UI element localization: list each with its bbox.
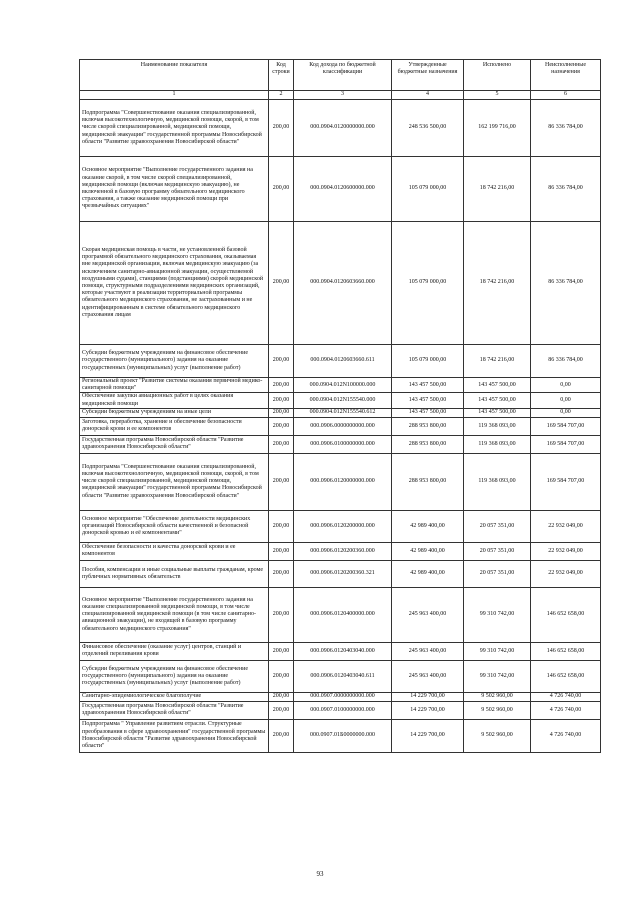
page-number: 93 xyxy=(316,870,324,878)
row-executed: 143 457 500,00 xyxy=(464,378,531,393)
row-unexecuted: 169 584 707,00 xyxy=(531,435,601,453)
row-line-code: 200,00 xyxy=(269,542,294,560)
row-line-code: 200,00 xyxy=(269,587,294,642)
table-header-row xyxy=(80,60,601,91)
row-line-code: 200,00 xyxy=(269,560,294,587)
row-income-code: 000.0906.0000000000.000 xyxy=(294,417,392,435)
header-income-code: Код дохода по бюджетной классификации xyxy=(294,60,392,91)
row-unexecuted: 0,00 xyxy=(531,393,601,408)
row-line-code: 200,00 xyxy=(269,222,294,345)
row-approved: 105 079 000,00 xyxy=(392,345,464,378)
header-executed: Исполнено xyxy=(464,60,531,91)
table-row xyxy=(80,642,601,660)
row-line-code: 200,00 xyxy=(269,408,294,417)
budget-execution-table xyxy=(79,59,601,753)
row-approved: 42 989 400,00 xyxy=(392,542,464,560)
row-line-code: 200,00 xyxy=(269,417,294,435)
row-name: Основное мероприятие "Обеспечение деятельности медицинских организаций Новосибирской области качественной и безопасной донорской кровью и её компонентами" xyxy=(80,510,269,542)
row-income-code: 000.0906.0120000000.000 xyxy=(294,453,392,510)
row-approved: 245 963 400,00 xyxy=(392,660,464,692)
row-income-code: 000.0904.012N155540.612 xyxy=(294,408,392,417)
row-income-code: 000.0906.0120403040.611 xyxy=(294,660,392,692)
table-row xyxy=(80,542,601,560)
row-unexecuted: 4 726 740,00 xyxy=(531,719,601,752)
row-executed: 162 199 716,00 xyxy=(464,100,531,157)
row-line-code: 200,00 xyxy=(269,719,294,752)
row-approved: 14 229 700,00 xyxy=(392,701,464,719)
table-row xyxy=(80,408,601,417)
row-income-code: 000.0907.01Б0000000.000 xyxy=(294,719,392,752)
row-income-code: 000.0906.0120200360.321 xyxy=(294,560,392,587)
row-unexecuted: 146 652 658,00 xyxy=(531,587,601,642)
row-executed: 99 310 742,00 xyxy=(464,660,531,692)
row-name: Финансовое обеспечение (оказание услуг) центров, станций и отделений переливания крови xyxy=(80,642,269,660)
row-unexecuted: 4 726 740,00 xyxy=(531,701,601,719)
row-approved: 245 963 400,00 xyxy=(392,642,464,660)
column-number: 2 xyxy=(269,91,294,100)
row-line-code: 200,00 xyxy=(269,157,294,222)
table-row xyxy=(80,719,601,752)
row-approved: 288 953 800,00 xyxy=(392,435,464,453)
row-income-code: 000.0904.0120603660.000 xyxy=(294,222,392,345)
row-executed: 9 502 960,00 xyxy=(464,719,531,752)
row-executed: 18 742 216,00 xyxy=(464,222,531,345)
row-line-code: 200,00 xyxy=(269,453,294,510)
row-executed: 143 457 500,00 xyxy=(464,393,531,408)
column-number: 6 xyxy=(531,91,601,100)
row-executed: 143 457 500,00 xyxy=(464,408,531,417)
header-line-code: Код строки xyxy=(269,60,294,91)
row-executed: 18 742 216,00 xyxy=(464,345,531,378)
row-executed: 18 742 216,00 xyxy=(464,157,531,222)
row-income-code: 000.0907.0100000000.000 xyxy=(294,701,392,719)
row-name: Подпрограмма " Управление развитием отрасли. Структурные преобразования в сфере здравоохранения" государственной программы Новосибирской области "Развитие здравоохранения Новосибирской области" xyxy=(80,719,269,752)
table-row xyxy=(80,378,601,393)
row-income-code: 000.0906.0120200000.000 xyxy=(294,510,392,542)
row-approved: 248 536 500,00 xyxy=(392,100,464,157)
column-number: 4 xyxy=(392,91,464,100)
row-unexecuted: 22 932 049,00 xyxy=(531,560,601,587)
row-unexecuted: 169 584 707,00 xyxy=(531,417,601,435)
row-line-code: 200,00 xyxy=(269,345,294,378)
row-line-code: 200,00 xyxy=(269,692,294,701)
row-income-code: 000.0904.0120600000.000 xyxy=(294,157,392,222)
table-row xyxy=(80,100,601,157)
row-executed: 20 057 351,00 xyxy=(464,560,531,587)
column-number-row xyxy=(80,91,601,100)
row-income-code: 000.0906.0120403040.000 xyxy=(294,642,392,660)
row-approved: 288 953 800,00 xyxy=(392,453,464,510)
row-executed: 99 310 742,00 xyxy=(464,642,531,660)
table-row xyxy=(80,345,601,378)
row-unexecuted: 86 336 784,00 xyxy=(531,345,601,378)
row-income-code: 000.0904.0120603660.611 xyxy=(294,345,392,378)
row-approved: 245 963 400,00 xyxy=(392,587,464,642)
row-name: Государственная программа Новосибирской области "Развитие здравоохранения Новосибирской области" xyxy=(80,435,269,453)
row-line-code: 200,00 xyxy=(269,701,294,719)
row-executed: 119 368 093,00 xyxy=(464,417,531,435)
row-name: Субсидии бюджетным учреждениям на иные цели xyxy=(80,408,269,417)
row-unexecuted: 0,00 xyxy=(531,378,601,393)
row-unexecuted: 86 336 784,00 xyxy=(531,222,601,345)
header-indicator-name: Наименование показателя xyxy=(80,60,269,91)
row-name: Обеспечение безопасности и качества донорской крови и ее компонентов xyxy=(80,542,269,560)
table-row xyxy=(80,692,601,701)
row-unexecuted: 169 584 707,00 xyxy=(531,453,601,510)
row-income-code: 000.0904.012N155540.000 xyxy=(294,393,392,408)
row-name: Обеспечение закупки авиационных работ в целях оказания медицинской помощи xyxy=(80,393,269,408)
row-approved: 42 989 400,00 xyxy=(392,510,464,542)
table-row xyxy=(80,560,601,587)
table-row xyxy=(80,453,601,510)
row-approved: 288 953 800,00 xyxy=(392,417,464,435)
column-number: 5 xyxy=(464,91,531,100)
row-name: Основное мероприятие "Выполнение государственного задания на оказание специализированной медицинской помощи, в том числе специализированной медицинской помощи (в том числе санитарно-авиационной эвакуации), не входящей в базовую программу обязательного медицинского страхования" xyxy=(80,587,269,642)
row-executed: 20 057 351,00 xyxy=(464,510,531,542)
row-name: Скорая медицинская помощь в части, не установленной базовой программой обязательного медицинского страхования, оказываемая вне медицинской организации, включая медицинскую эвакуацию (за исключением санитарно-авиационной эвакуации, осуществляемой воздушными судами), станциями (подстанциями) скорой медицинской помощи, структурными подразделениями медицинских организаций, которые участвуют в реализации территориальной программы обязательного медицинского страхования, не застрахованным и не идентифицированным в системе обязательного медицинского страхования лицам xyxy=(80,222,269,345)
table-row xyxy=(80,701,601,719)
row-unexecuted: 22 932 049,00 xyxy=(531,542,601,560)
row-name: Региональный проект "Развитие системы оказания первичной медико-санитарной помощи" xyxy=(80,378,269,393)
column-number: 3 xyxy=(294,91,392,100)
row-unexecuted: 0,00 xyxy=(531,408,601,417)
row-unexecuted: 4 726 740,00 xyxy=(531,692,601,701)
row-income-code: 000.0904.012N100000.000 xyxy=(294,378,392,393)
table-row xyxy=(80,587,601,642)
row-approved: 14 229 700,00 xyxy=(392,719,464,752)
table-row xyxy=(80,510,601,542)
row-executed: 99 310 742,00 xyxy=(464,587,531,642)
header-unexecuted: Неисполненные назначения xyxy=(531,60,601,91)
row-unexecuted: 146 652 658,00 xyxy=(531,660,601,692)
row-approved: 143 457 500,00 xyxy=(392,408,464,417)
row-income-code: 000.0906.0120400000.000 xyxy=(294,587,392,642)
row-unexecuted: 146 652 658,00 xyxy=(531,642,601,660)
table-body xyxy=(80,100,601,753)
table-row xyxy=(80,393,601,408)
row-income-code: 000.0904.0120000000.000 xyxy=(294,100,392,157)
row-income-code: 000.0907.0000000000.000 xyxy=(294,692,392,701)
row-name: Подпрограмма "Совершенствование оказания специализированной, включая высокотехнологичную, медицинской помощи, скорой, в том числе скорой специализированной, медицинской помощи, медицинской эвакуации" государственной программы Новосибирской области "Развитие здравоохранения Новосибирской области" xyxy=(80,453,269,510)
row-line-code: 200,00 xyxy=(269,378,294,393)
row-line-code: 200,00 xyxy=(269,510,294,542)
row-approved: 143 457 500,00 xyxy=(392,378,464,393)
row-approved: 143 457 500,00 xyxy=(392,393,464,408)
row-name: Подпрограмма "Совершенствование оказания специализированной, включая высокотехнологичную, медицинской помощи, скорой, в том числе скорой специализированной, медицинской помощи, медицинской эвакуации" государственной программы Новосибирской области "Развитие здравоохранения Новосибирской области" xyxy=(80,100,269,157)
row-name: Государственная программа Новосибирской области "Развитие здравоохранения Новосибирской области" xyxy=(80,701,269,719)
table-row xyxy=(80,157,601,222)
row-line-code: 200,00 xyxy=(269,100,294,157)
row-executed: 9 502 960,00 xyxy=(464,692,531,701)
table-row xyxy=(80,222,601,345)
row-line-code: 200,00 xyxy=(269,435,294,453)
row-approved: 105 079 000,00 xyxy=(392,222,464,345)
row-name: Субсидии бюджетным учреждениям на финансовое обеспечение государственного (муниципального) задания на оказание государственных (муниципальных) услуг (выполнение работ) xyxy=(80,345,269,378)
row-approved: 42 989 400,00 xyxy=(392,560,464,587)
row-income-code: 000.0906.0120200360.000 xyxy=(294,542,392,560)
column-number: 1 xyxy=(80,91,269,100)
row-approved: 105 079 000,00 xyxy=(392,157,464,222)
row-executed: 20 057 351,00 xyxy=(464,542,531,560)
row-unexecuted: 22 932 049,00 xyxy=(531,510,601,542)
header-approved: Утвержденные бюджетные назначения xyxy=(392,60,464,91)
row-name: Субсидии бюджетным учреждениям на финансовое обеспечение государственного (муниципального) задания на оказание государственных (муниципальных) услуг (выполнение работ) xyxy=(80,660,269,692)
row-unexecuted: 86 336 784,00 xyxy=(531,157,601,222)
row-executed: 119 368 093,00 xyxy=(464,453,531,510)
table-row xyxy=(80,417,601,435)
row-unexecuted: 86 336 784,00 xyxy=(531,100,601,157)
row-executed: 119 368 093,00 xyxy=(464,435,531,453)
table-row xyxy=(80,660,601,692)
row-name: Основное мероприятие "Выполнение государственного задания на оказание скорой, в том числе скорой специализированной, медицинской помощи (включая медицинскую эвакуацию), не включенной в базовую программу обязательного медицинского страхования, а также оказание медицинской помощи при чрезвычайных ситуациях" xyxy=(80,157,269,222)
table-row xyxy=(80,435,601,453)
row-name: Заготовка, переработка, хранение и обеспечение безопасности донорской крови и ее компонентов xyxy=(80,417,269,435)
row-line-code: 200,00 xyxy=(269,660,294,692)
row-approved: 14 229 700,00 xyxy=(392,692,464,701)
row-name: Санитарно-эпидемиологическое благополучие xyxy=(80,692,269,701)
row-executed: 9 502 960,00 xyxy=(464,701,531,719)
row-line-code: 200,00 xyxy=(269,642,294,660)
row-name: Пособия, компенсации и иные социальные выплаты гражданам, кроме публичных нормативных обязательств xyxy=(80,560,269,587)
row-income-code: 000.0906.0100000000.000 xyxy=(294,435,392,453)
row-line-code: 200,00 xyxy=(269,393,294,408)
